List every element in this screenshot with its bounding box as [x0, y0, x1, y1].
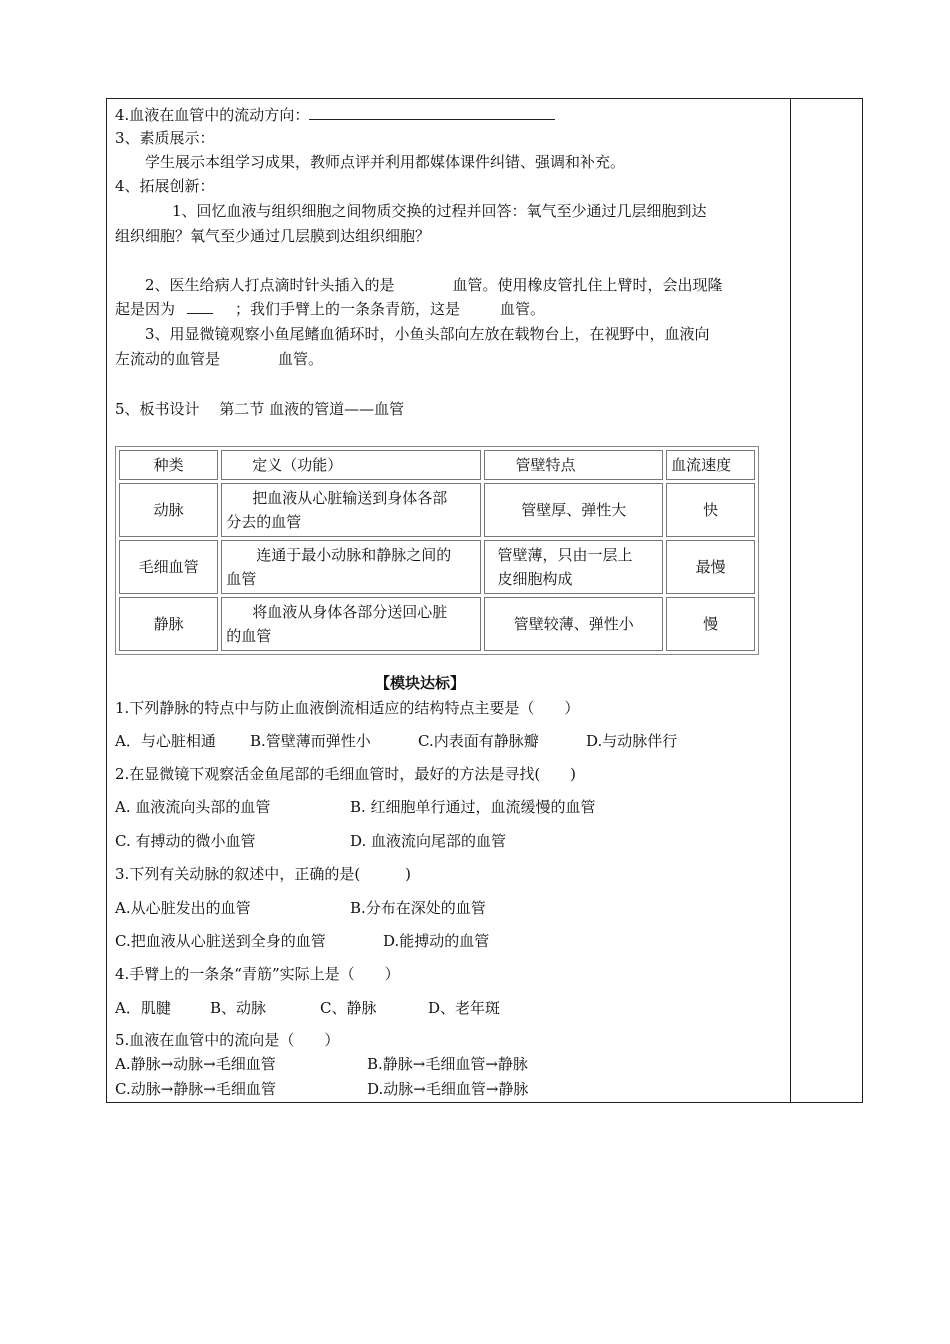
vessel-wall: 管壁较薄、弹性小	[484, 597, 663, 651]
q2-part-a: 2、医生给病人打点滴时针头插入的是	[145, 276, 395, 294]
extension-q3-line2	[115, 348, 323, 370]
quiz-q4-option: D、老年斑	[428, 999, 501, 1017]
section-heading-extension: 4、拓展创新：	[115, 177, 215, 195]
quiz-title: 【模块达标】	[375, 674, 466, 692]
q2-part-e: 血管。	[500, 300, 546, 318]
table-header: 定义（功能）	[221, 450, 481, 480]
table-header: 种类	[119, 450, 218, 480]
vessel-wall: 管壁薄，只由一层上 皮细胞构成	[484, 540, 663, 594]
quiz-q5: 5.血液在血管中的流向是（ ）	[115, 1031, 340, 1049]
flow-direction-line	[115, 104, 555, 126]
quiz-q3-option: C.把血液从心脏送到全身的血管	[115, 932, 326, 950]
table-header: 血流速度	[666, 450, 755, 480]
quiz-q5-option: C.动脉→静脉→毛细血管	[115, 1080, 276, 1098]
quiz-q2-option: B. 红细胞单行通过，血流缓慢的血管	[350, 798, 596, 816]
vessel-definition: 把血液从心脏输送到身体各部 分去的血管	[221, 483, 481, 537]
vessel-speed: 最慢	[666, 540, 755, 594]
quiz-q2-option: C. 有搏动的微小血管	[115, 832, 256, 850]
table-header-row	[119, 450, 755, 480]
table-header: 管壁特点	[484, 450, 663, 480]
table-row	[119, 483, 755, 537]
q3-part-a: 左流动的血管是	[115, 350, 221, 368]
extension-q1-line2: 组织细胞？氧气至少通过几层膜到达组织细胞？	[115, 227, 431, 245]
quiz-q5-option: A.静脉→动脉→毛细血管	[115, 1055, 276, 1073]
board-design-heading: 5、板书设计 第二节 血液的管道——血管	[115, 400, 405, 418]
extension-q3-line1: 3、用显微镜观察小鱼尾鳍血循环时，小鱼头部向左放在载物台上，在视野中，血液向	[145, 325, 710, 343]
table-row	[119, 540, 755, 594]
vessel-speed: 快	[666, 483, 755, 537]
quiz-q3-option: A.从心脏发出的血管	[115, 899, 251, 917]
quiz-q4-option: C、静脉	[320, 999, 377, 1017]
q2-part-c: 起是因为	[115, 300, 176, 318]
quiz-q2: 2.在显微镜下观察活金鱼尾部的毛细血管时，最好的方法是寻找( )	[115, 765, 577, 783]
quiz-q1-option: C.内表面有静脉瓣	[418, 732, 539, 750]
table-row	[119, 597, 755, 651]
quiz-q1: 1.下列静脉的特点中与防止血液倒流相适应的结构特点主要是（ ）	[115, 699, 580, 717]
vessel-table	[115, 446, 759, 655]
quiz-q3-option: D.能搏动的血管	[383, 932, 490, 950]
vessel-definition: 连通于最小动脉和静脉之间的 血管	[221, 540, 481, 594]
quiz-q3: 3.下列有关动脉的叙述中，正确的是( )	[115, 865, 412, 883]
quiz-q4: 4.手臂上的一条条“青筋”实际上是（ ）	[115, 965, 400, 983]
quiz-q1-option: A．与心脏相通	[115, 732, 216, 750]
quiz-q3-option: B.分布在深处的血管	[350, 899, 486, 917]
q3-part-b: 血管。	[278, 350, 324, 368]
flow-direction-label: 4.血液在血管中的流动方向：	[115, 106, 310, 124]
section-heading-display: 3、素质展示：	[115, 129, 215, 147]
vessel-speed: 慢	[666, 597, 755, 651]
q2-part-b: 血管。使用橡皮管扎住上臂时，会出现隆	[452, 276, 723, 294]
extension-q2-line1	[145, 274, 723, 296]
vessel-type: 静脉	[119, 597, 218, 651]
answer-blank	[309, 105, 555, 120]
extension-q2-line2	[115, 298, 545, 320]
column-divider	[790, 98, 791, 1103]
quiz-q5-option: B.静脉→毛细血管→静脉	[367, 1055, 528, 1073]
vessel-wall: 管壁厚、弹性大	[484, 483, 663, 537]
display-text: 学生展示本组学习成果，教师点评并利用都媒体课件纠错、强调和补充。	[145, 153, 626, 171]
quiz-q5-option: D.动脉→毛细血管→静脉	[367, 1080, 529, 1098]
quiz-q1-option: B.管壁薄而弹性小	[250, 732, 371, 750]
vessel-type: 毛细血管	[119, 540, 218, 594]
extension-q1-line1: 1、回忆血液与组织细胞之间物质交换的过程并回答：氧气至少通过几层细胞到达	[172, 202, 707, 220]
quiz-q1-option: D.与动脉伴行	[586, 732, 678, 750]
quiz-q2-option: D. 血液流向尾部的血管	[350, 832, 507, 850]
q2-part-d: ；我们手臂上的一条条青筋，这是	[235, 300, 461, 318]
answer-blank	[187, 299, 213, 314]
vessel-definition: 将血液从身体各部分送回心脏 的血管	[221, 597, 481, 651]
vessel-type: 动脉	[119, 483, 218, 537]
quiz-q4-option: B、动脉	[210, 999, 267, 1017]
quiz-q4-option: A．肌腱	[115, 999, 171, 1017]
quiz-q2-option: A. 血液流向头部的血管	[115, 798, 271, 816]
